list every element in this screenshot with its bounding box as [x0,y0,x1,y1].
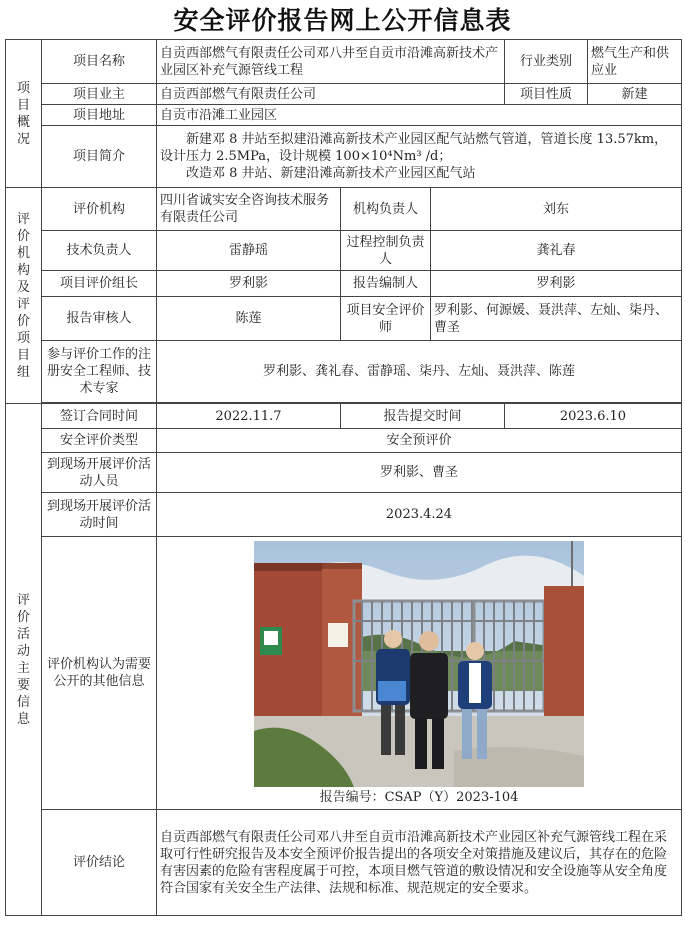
site-photo [254,541,584,787]
other-info-value [157,537,682,810]
owner-value: 自贡西部燃气有限责任公司 [157,84,505,105]
process-label: 过程控制负责人 [341,231,431,271]
section-activity: 评价活动主要信息 [6,404,42,916]
page-title: 安全评价报告网上公开信息表 [173,6,512,35]
submit-label: 报告提交时间 [341,404,505,429]
writer-label: 报告编制人 [341,271,431,297]
process-value: 龚礼春 [431,231,682,271]
intro-line-2: 改造邓 8 井站、新建沿滩高新技术产业园区配气站 [186,166,476,181]
evaluators-label: 项目安全评价师 [341,297,431,341]
head-value: 刘东 [431,188,682,231]
section-agency: 评价机构及评价项目组 [6,188,42,404]
participants-value: 罗利影、龚礼春、雷静瑶、柒丹、左灿、聂洪萍、陈莲 [157,341,682,403]
address-label: 项目地址 [42,105,157,126]
conclusion-value: 自贡西部燃气有限责任公司邓八井至自贡市沿滩高新技术产业园区补充气源管线工程在采取可行性研究报告及本安全预评价报告提出的各项安全对策措施及建议后，其存在的危险有害因素的危险有害程度属于可控，本项目燃气管道的敷设情况和安全设施等从安全角度符合国家有关安全生产法律、法规和标准、规范规定的安全要求。 [157,810,682,916]
info-table [5,39,682,916]
site-photo-image [254,541,584,787]
owner-label: 项目业主 [42,84,157,105]
reviewer-label: 报告审核人 [42,297,157,341]
evaluators-value: 罗利影、何源媛、聂洪萍、左灿、柒丹、曹圣 [431,297,682,341]
tech-value: 雷静瑶 [157,231,341,271]
nature-label: 项目性质 [505,84,588,105]
participants-label: 参与评价工作的注册安全工程师、技术专家 [42,341,157,403]
onsite-time-label: 到现场开展评价活动时间 [42,493,157,537]
type-label: 安全评价类型 [42,429,157,453]
industry-value: 燃气生产和供应业 [588,40,682,84]
intro-line-1: 新建邓 8 井站至拟建沿滩高新技术产业园区配气站燃气管道，管道长度 13.57km，设计压力 2.5MPa，设计规模 100×10⁴Nm³ /d； [160,132,668,164]
nature-value: 新建 [588,84,682,105]
industry-label: 行业类别 [505,40,588,84]
leader-label: 项目评价组长 [42,271,157,297]
project-name: 自贡西部燃气有限责任公司邓八井至自贡市沿滩高新技术产业园区补充气源管线工程 [157,40,505,84]
conclusion-label: 评价结论 [42,810,157,916]
head-label: 机构负责人 [341,188,431,231]
org-value: 四川省诚实安全咨询技术服务有限责任公司 [157,188,341,231]
onsite-people-label: 到现场开展评价活动人员 [42,453,157,493]
intro-value [157,126,682,188]
org-label: 评价机构 [42,188,157,231]
tech-label: 技术负责人 [42,231,157,271]
leader-value: 罗利影 [157,271,341,297]
contract-label: 签订合同时间 [42,404,157,429]
submit-value: 2023.6.10 [505,404,682,429]
type-value: 安全预评价 [157,429,682,453]
contract-value: 2022.11.7 [157,404,341,429]
section-overview: 项目概况 [6,40,42,188]
onsite-time-value: 2023.4.24 [157,493,682,537]
other-info-label: 评价机构认为需要公开的其他信息 [42,537,157,810]
reviewer-value: 陈莲 [157,297,341,341]
intro-label: 项目简介 [42,126,157,188]
address-value: 自贡市沿滩工业园区 [157,105,682,126]
writer-value: 罗利影 [431,271,682,297]
project-name-label: 项目名称 [42,40,157,84]
onsite-people-value: 罗利影、曹圣 [157,453,682,493]
report-number: 报告编号：CSAP（Y）2023-104 [319,789,519,805]
